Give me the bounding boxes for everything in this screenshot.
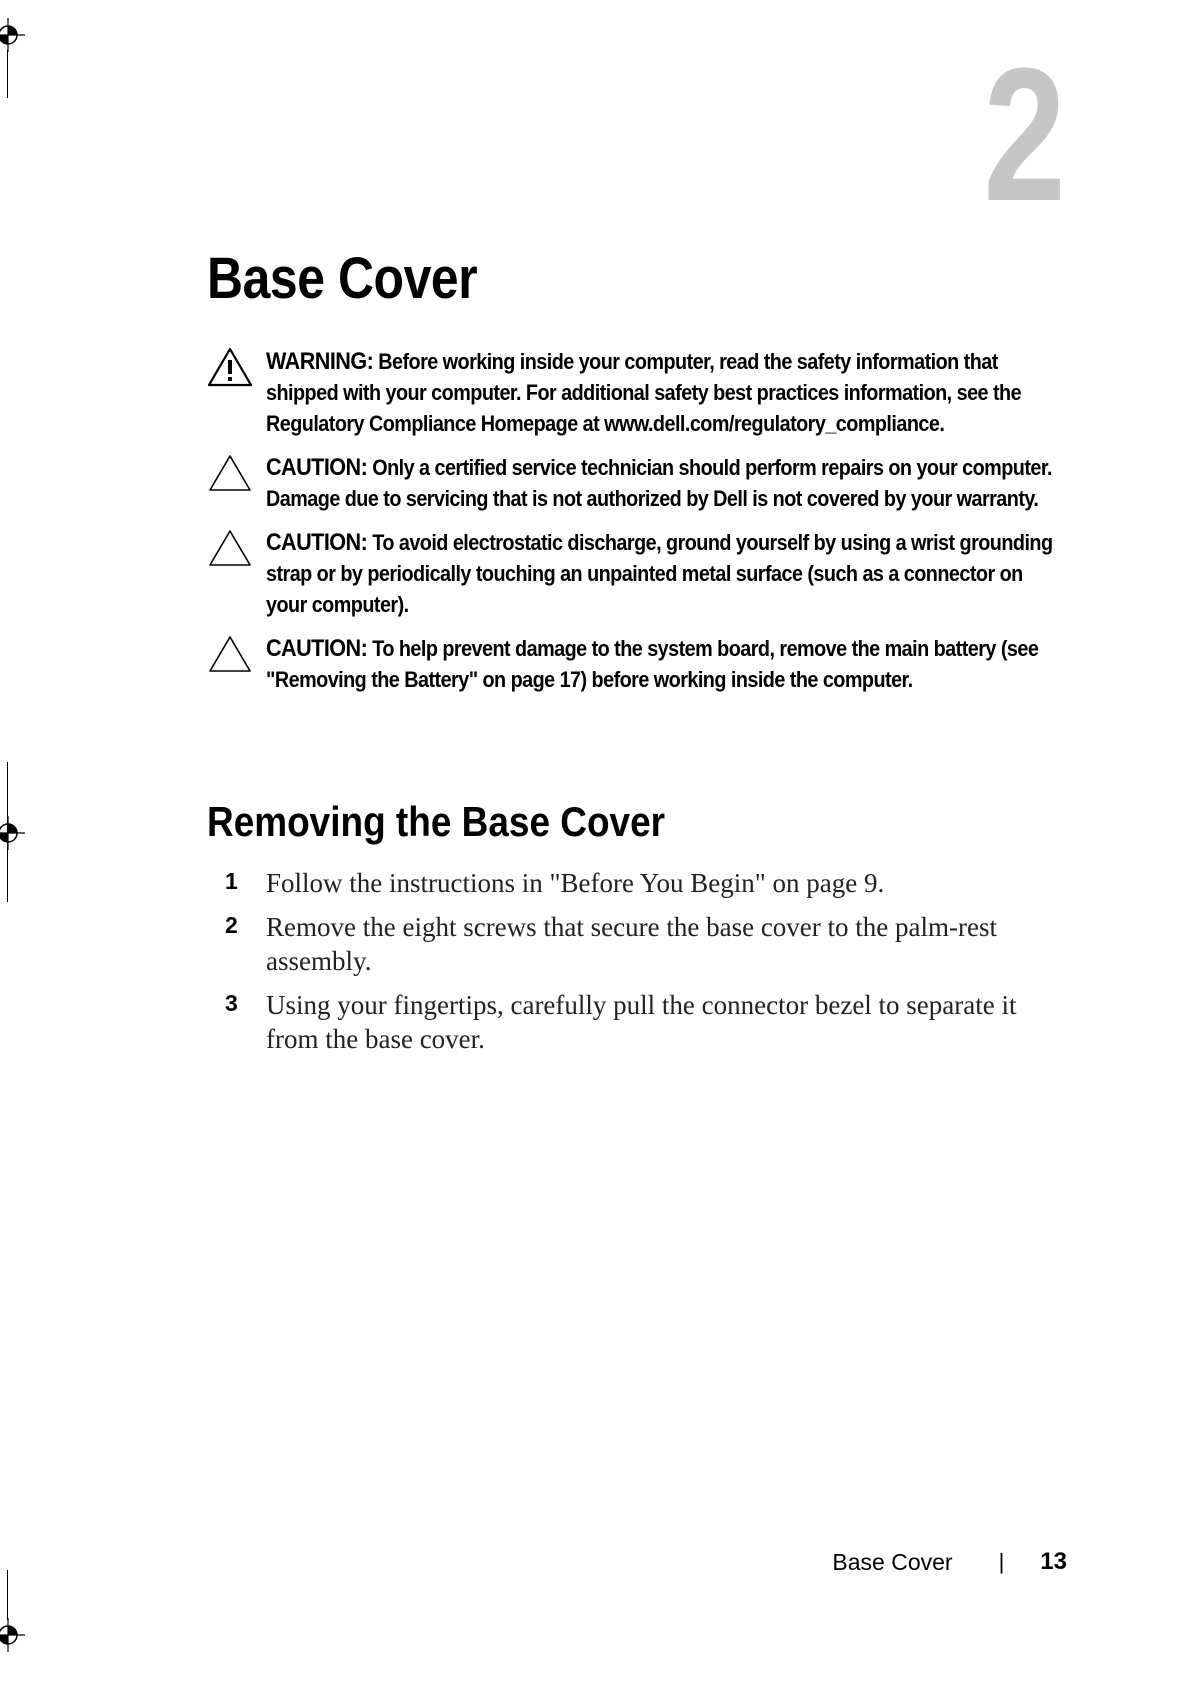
page-number: 13 — [1040, 1548, 1067, 1575]
warning-triangle-icon — [207, 346, 253, 387]
notice-body: Only a certified service technician should perform repairs on your computer. Damage due to servicing that is not authorized by Dell is not covered by your warranty. — [266, 455, 1052, 511]
notice-label: CAUTION: — [266, 529, 368, 556]
notice-body: To avoid electrostatic discharge, ground yourself by using a wrist grounding strap or by periodically touching an unpainted metal surface (such as a connector on your computer). — [266, 530, 1053, 617]
notice-body: To help prevent damage to the system board, remove the main battery (see "Removing the Battery" on page 17) before working inside the computer. — [266, 636, 1039, 692]
notice-text — [266, 527, 1067, 620]
step-number: 3 — [225, 990, 238, 1016]
notice-body: Before working inside your computer, read the safety information that shipped with your computer. For additional safety best practices information, see the Regulatory Compliance Homepage at www.dell.com/regulatory_compliance. — [266, 349, 1022, 436]
registration-mark-icon — [0, 18, 25, 52]
procedure-step — [207, 910, 1067, 978]
procedure-step — [207, 988, 1067, 1056]
footer-separator: | — [998, 1549, 1005, 1574]
step-text: Using your fingertips, carefully pull the connector bezel to separate it from the base cover. — [266, 990, 1017, 1054]
registration-mark-icon — [0, 816, 25, 850]
chapter-title: Base Cover — [207, 246, 478, 311]
notice-text — [266, 633, 1067, 695]
procedure-step — [207, 866, 1067, 900]
caution-triangle-icon — [207, 452, 253, 493]
crop-mark-line — [7, 762, 8, 902]
notice-text — [266, 452, 1067, 514]
registration-mark-icon — [0, 1618, 25, 1652]
caution-triangle-icon — [207, 527, 253, 568]
notice-label: CAUTION: — [266, 635, 368, 662]
step-number: 2 — [225, 912, 238, 938]
caution-notice — [207, 633, 1067, 695]
notice-label: CAUTION: — [266, 454, 368, 481]
caution-triangle-icon — [207, 633, 253, 674]
step-text: Remove the eight screws that secure the base cover to the palm-rest assembly. — [266, 912, 997, 976]
notice-text — [266, 346, 1067, 439]
caution-notice — [207, 527, 1067, 620]
footer-section-name: Base Cover — [832, 1548, 953, 1575]
step-text: Follow the instructions in "Before You Begin" on page 9. — [266, 868, 885, 898]
warning-notice — [207, 346, 1067, 439]
page-footer — [832, 1548, 1067, 1576]
chapter-number: 2 — [983, 29, 1063, 241]
notices — [207, 346, 1067, 708]
notice-label: WARNING: — [266, 348, 374, 375]
caution-notice — [207, 452, 1067, 514]
section-title: Removing the Base Cover — [207, 798, 666, 845]
crop-mark-line — [7, 50, 8, 98]
crop-mark-line — [7, 1570, 8, 1620]
procedure-steps — [207, 866, 1067, 1066]
step-number: 1 — [225, 868, 238, 894]
